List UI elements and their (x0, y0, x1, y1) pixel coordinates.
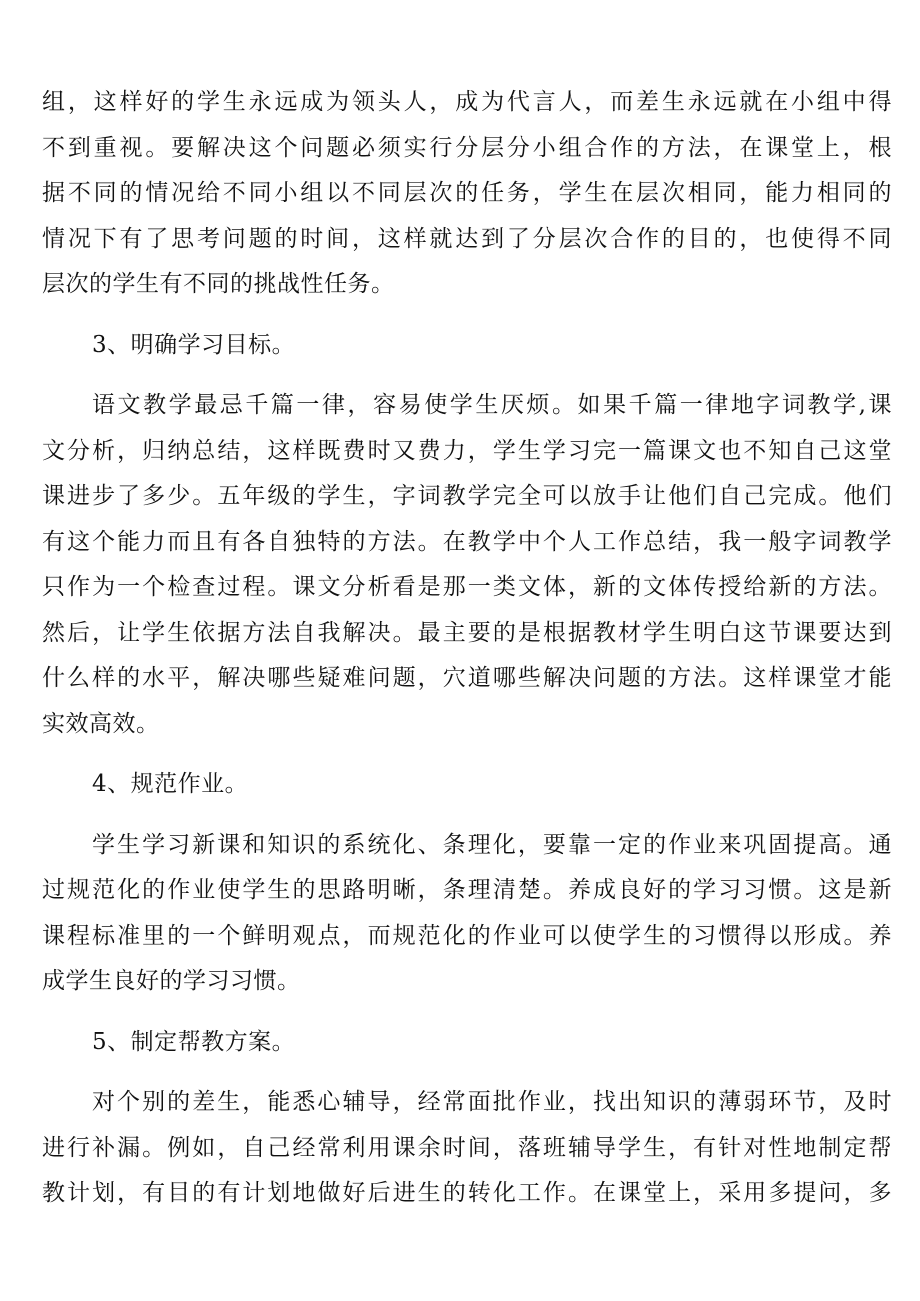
text-line: 实效高效。 (42, 710, 160, 737)
text-line: 只作为一个检查过程。课文分析看是那一类文体，新的文体传授给新的方法。 (42, 574, 892, 600)
text-line: 层次的学生有不同的挑战性任务。 (42, 271, 395, 297)
text-line: 学生学习新课和知识的系统化、条理化，要靠一定的作业来巩固提高。通 (92, 831, 892, 858)
section-heading-3: 3、明确学习目标。 (92, 331, 296, 358)
document-body (42, 80, 892, 1217)
paragraph-2 (42, 383, 892, 747)
section-heading-4: 4、规范作业。 (92, 771, 249, 797)
text-line: 文分析，归纳总结，这样既费时又费力，学生学习完一篇课文也不知自己这堂 (42, 437, 892, 464)
text-line: 对个别的差生，能悉心辅导，经常面批作业，找出知识的薄弱环节，及时 (92, 1089, 892, 1115)
text-line: 过规范化的作业使学生的思路明晰，条理清楚。养成良好的学习习惯。这是新 (42, 877, 892, 903)
text-line: 进行补漏。例如，自己经常利用课余时间，落班辅导学生，有针对性地制定帮 (42, 1134, 892, 1161)
paragraph-1 (42, 80, 892, 308)
text-line: 组，这样好的学生永远成为领头人，成为代言人，而差生永远就在小组中得 (42, 89, 892, 115)
text-line: 课进步了多少。五年级的学生，字词教学完全可以放手让他们自己完成。他们 (42, 483, 892, 509)
text-line: 不到重视。要解决这个问题必须实行分层分小组合作的方法，在课堂上，根 (42, 134, 892, 161)
text-line: 有这个能力而且有各自独特的方法。在教学中个人工作总结，我一般字词教学 (42, 528, 892, 555)
section-heading-5: 5、制定帮教方案。 (92, 1028, 296, 1055)
text-line: 语文教学最忌千篇一律，容易使学生厌烦。如果千篇一律地字词教学,课 (92, 392, 892, 418)
text-line: 教计划，有目的有计划地做好后进生的转化工作。在课堂上，采用多提问，多 (42, 1180, 892, 1206)
text-line: 据不同的情况给不同小组以不同层次的任务，学生在层次相同，能力相同的 (42, 180, 892, 206)
text-line: 课程标准里的一个鲜明观点，而规范化的作业可以使学生的习惯得以形成。养 (42, 922, 892, 949)
paragraph-3 (42, 823, 892, 1005)
paragraph-4 (42, 1080, 892, 1217)
text-line: 什么样的水平，解决哪些疑难问题，穴道哪些解决问题的方法。这样课堂才能 (42, 665, 892, 691)
text-line: 然后，让学生依据方法自我解决。最主要的是根据教材学生明白这节课要达到 (42, 619, 892, 646)
text-line: 成学生良好的学习习惯。 (42, 968, 301, 994)
text-line: 情况下有了思考问题的时间，这样就达到了分层次合作的目的，也使得不同 (42, 225, 892, 252)
